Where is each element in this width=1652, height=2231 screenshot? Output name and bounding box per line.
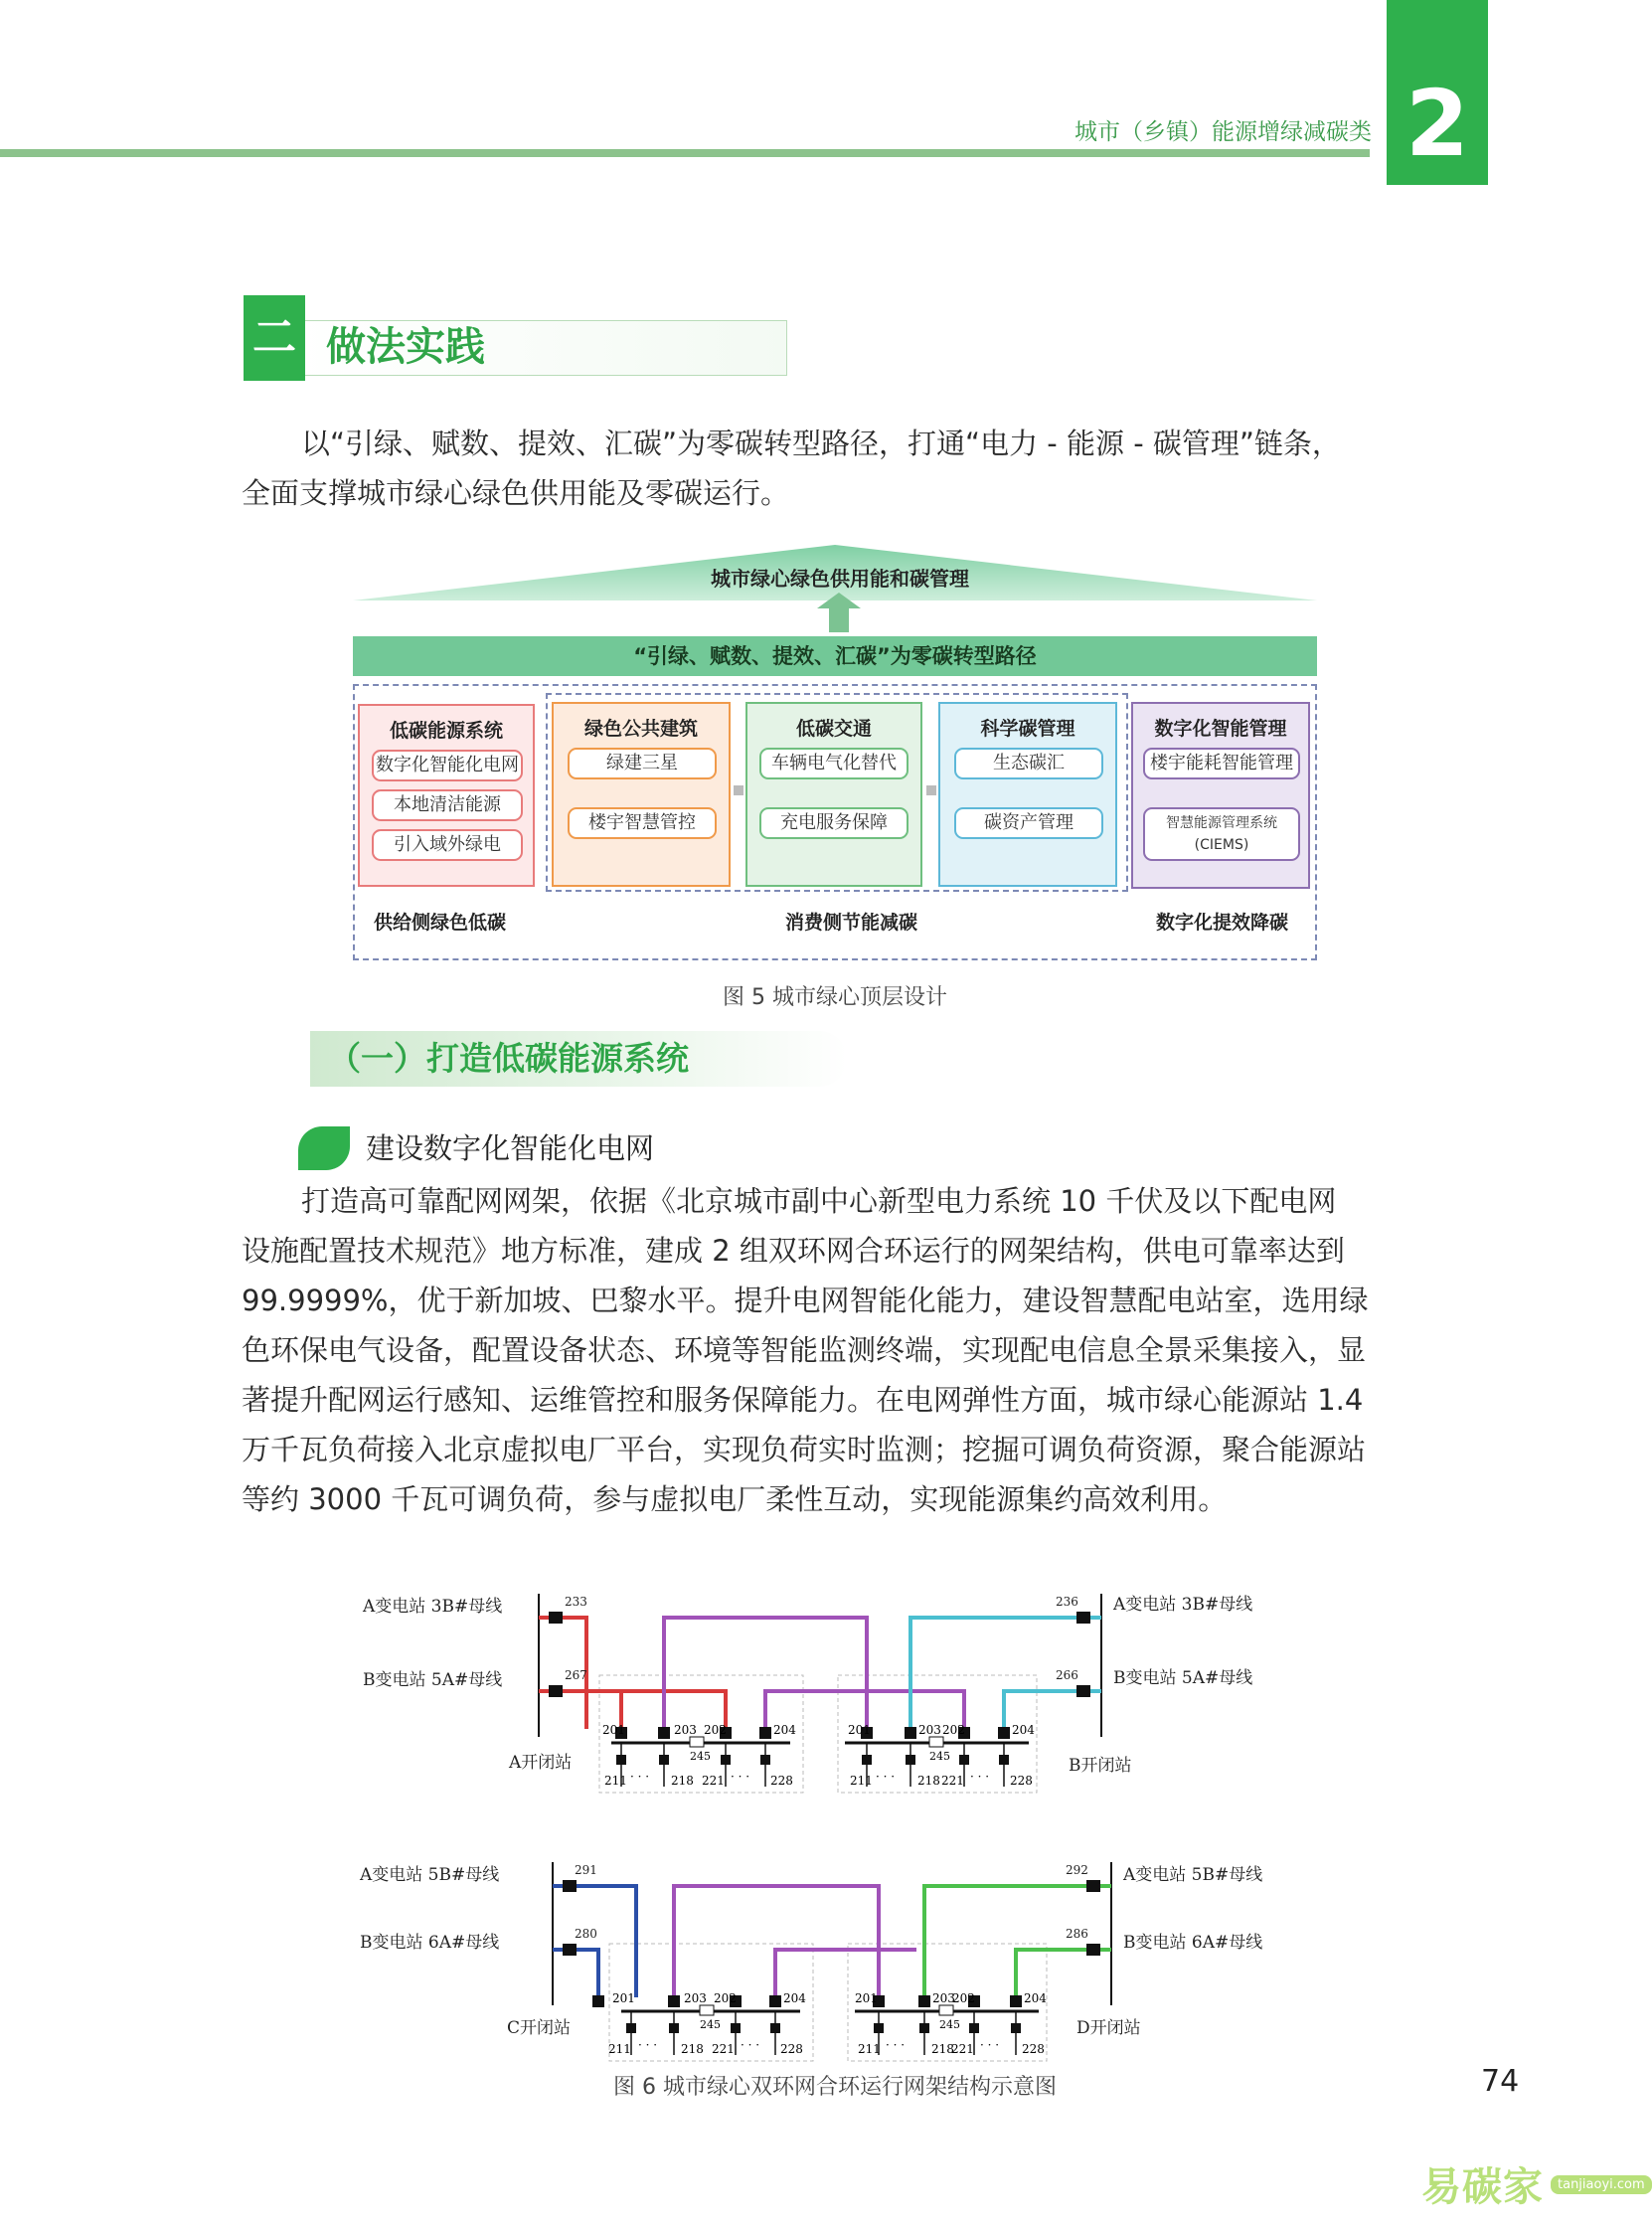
- top-left-label-2: B变电站 5A#母线: [363, 1670, 503, 1690]
- figure5-caption: 图 5 城市绿心顶层设计: [723, 985, 947, 1010]
- feeder-green-286: [1016, 1950, 1111, 1997]
- svg-text:202: 202: [704, 1723, 727, 1737]
- svg-text:292: 292: [1066, 1863, 1088, 1877]
- feeder-blue-291: [553, 1886, 636, 1997]
- column-low-carbon-transport: [745, 702, 922, 887]
- svg-text:245: 245: [939, 2018, 960, 2031]
- svg-text:203: 203: [918, 1723, 941, 1737]
- svg-text:· · ·: · · ·: [980, 2038, 1000, 2052]
- item-ecological-sink: 生态碳汇: [954, 748, 1103, 779]
- svg-text:211: 211: [604, 1774, 627, 1788]
- svg-text:201: 201: [848, 1723, 871, 1737]
- body-line: 设施配置技术规范》地方标准，建成 2 组双环网合环运行的网架结构，供电可靠率达到: [242, 1234, 1345, 1268]
- top-right-label-2: B变电站 5A#母线: [1113, 1668, 1253, 1688]
- item-digital-grid: 数字化智能化电网: [372, 750, 523, 781]
- tie-switch-b: [929, 1737, 943, 1747]
- svg-text:202: 202: [952, 1991, 975, 2005]
- column-low-carbon-energy: [358, 704, 535, 887]
- column-green-buildings: [552, 702, 731, 887]
- item-building-energy: 楼宇能耗智能管理: [1143, 748, 1300, 779]
- subsection-title: （一）打造低碳能源系统: [328, 1039, 689, 1078]
- network-top: [362, 1594, 1252, 1793]
- footer-digital: 数字化提效降碳: [1156, 912, 1289, 934]
- item-charging-service: 充电服务保障: [759, 807, 909, 839]
- svg-text:202: 202: [942, 1723, 965, 1737]
- figure6-diagram: [348, 1576, 1292, 2056]
- item-vehicle-electrification: 车辆电气化替代: [759, 748, 909, 779]
- svg-text:221: 221: [941, 1774, 964, 1788]
- watermark-site: tanjiaoyi.com: [1551, 2175, 1652, 2194]
- station-a-label: A开闭站: [509, 1753, 573, 1773]
- svg-text:203: 203: [684, 1991, 707, 2005]
- connector-dot: [926, 785, 936, 795]
- item-carbon-assets: 碳资产管理: [954, 807, 1103, 839]
- svg-text:228: 228: [1010, 1774, 1033, 1788]
- svg-text:· · ·: · · ·: [638, 2038, 658, 2052]
- svg-text:286: 286: [1066, 1927, 1088, 1941]
- body-line: 色环保电气设备，配置设备状态、环境等智能监测终端，实现配电信息全景采集接入，显: [242, 1333, 1367, 1367]
- svg-text:204: 204: [1012, 1723, 1035, 1737]
- up-arrow-icon: [817, 593, 861, 632]
- svg-text:221: 221: [951, 2042, 974, 2056]
- body-line: 著提升配网运行感知、运维管控和服务保障能力。在电网弹性方面，城市绿心能源站 1.4: [242, 1383, 1364, 1417]
- body-line: 等约 3000 千瓦可调负荷，参与虚拟电厂柔性互动，实现能源集约高效利用。: [242, 1482, 1228, 1516]
- svg-text:204: 204: [1024, 1991, 1047, 2005]
- svg-text:203: 203: [932, 1991, 955, 2005]
- switch-267: [549, 1685, 563, 1697]
- footer-supply-side: 供给侧绿色低碳: [374, 912, 507, 934]
- body-line: 99.9999%，优于新加坡、巴黎水平。提升电网智能化能力，建设智慧配电站室，选用绿: [242, 1284, 1369, 1317]
- item-external-green-power: 引入域外绿电: [372, 829, 523, 861]
- section-number: 二: [244, 295, 305, 381]
- svg-text:228: 228: [770, 1774, 793, 1788]
- tie-switch-a: [690, 1737, 704, 1747]
- svg-text:· · ·: · · ·: [876, 1770, 896, 1784]
- item-ciems-abbr: (CIEMS): [1194, 837, 1249, 853]
- svg-text:204: 204: [773, 1723, 796, 1737]
- body-line: 万千瓦负荷接入北京虚拟电厂平台，实现负荷实时监测；挖掘可调负荷资源，聚合能源站: [242, 1433, 1367, 1466]
- svg-text:· · ·: · · ·: [886, 2038, 906, 2052]
- svg-text:201: 201: [612, 1991, 635, 2005]
- svg-text:211: 211: [858, 2042, 881, 2056]
- svg-text:221: 221: [712, 2042, 735, 2056]
- svg-text:203: 203: [674, 1723, 697, 1737]
- network-bottom: [359, 1862, 1262, 2061]
- item-ciems: [1143, 807, 1300, 861]
- page-number: 74: [1481, 2064, 1520, 2099]
- svg-text:218: 218: [671, 1774, 694, 1788]
- svg-text:245: 245: [700, 2018, 721, 2031]
- svg-text:218: 218: [917, 1774, 940, 1788]
- bottom-right-label-1: A变电站 5B#母线: [1123, 1865, 1263, 1885]
- svg-text:201: 201: [602, 1723, 625, 1737]
- top-left-label-1: A变电站 3B#母线: [363, 1597, 503, 1617]
- leaf-bullet-icon: [298, 1126, 350, 1170]
- column-carbon-management: [938, 702, 1117, 887]
- column-digital-management: [1131, 702, 1310, 889]
- item-green-three-star: 绿建三星: [568, 748, 717, 779]
- svg-text:228: 228: [1022, 2042, 1045, 2056]
- section-title: 做法实践: [326, 324, 485, 370]
- svg-text:218: 218: [931, 2042, 954, 2056]
- svg-text:245: 245: [690, 1750, 711, 1763]
- station-b-label: B开闭站: [1069, 1756, 1132, 1776]
- switch-266: [1076, 1685, 1090, 1697]
- connector-dot: [734, 785, 743, 795]
- bullet-title: 建设数字化智能化电网: [366, 1131, 655, 1165]
- svg-text:· · ·: · · ·: [630, 1770, 650, 1784]
- svg-text:· · ·: · · ·: [970, 1770, 990, 1784]
- column-title: 绿色公共建筑: [583, 718, 698, 740]
- chapter-number: 2: [1387, 0, 1488, 185]
- switch-233: [549, 1612, 563, 1624]
- top-right-label-1: A变电站 3B#母线: [1113, 1595, 1253, 1615]
- feeder-purple-link: [775, 1950, 916, 1997]
- svg-text:201: 201: [855, 1991, 878, 2005]
- bottom-left-label-2: B变电站 6A#母线: [360, 1933, 500, 1953]
- feeder-num: 267: [565, 1668, 587, 1682]
- column-title: 科学碳管理: [980, 718, 1075, 740]
- figure5-top-label: 城市绿心绿色供用能和碳管理: [711, 567, 969, 591]
- svg-text:280: 280: [575, 1927, 597, 1941]
- figure6-caption: 图 6 城市绿心双环网合环运行网架结构示意图: [613, 2075, 1057, 2100]
- svg-text:· · ·: · · ·: [731, 1770, 750, 1784]
- column-title: 低碳能源系统: [389, 720, 503, 742]
- chapter-title: 城市（乡镇）能源增绿减碳类: [1074, 119, 1372, 145]
- item-ciems-name: 智慧能源管理系统: [1166, 815, 1277, 831]
- svg-text:245: 245: [929, 1750, 950, 1763]
- bottom-left-label-1: A变电站 5B#母线: [360, 1865, 500, 1885]
- svg-text:228: 228: [780, 2042, 803, 2056]
- feeder-num: 233: [565, 1595, 587, 1609]
- intro-line-2: 全面支撑城市绿心绿色供用能及零碳运行。: [242, 476, 790, 510]
- svg-text:218: 218: [681, 2042, 704, 2056]
- column-title: 数字化智能管理: [1154, 718, 1287, 740]
- svg-text:204: 204: [783, 1991, 806, 2005]
- svg-text:211: 211: [850, 1774, 873, 1788]
- item-local-clean-energy: 本地清洁能源: [372, 789, 523, 821]
- svg-text:202: 202: [714, 1991, 737, 2005]
- header-rule: [0, 149, 1370, 157]
- feeder-num: 266: [1056, 1668, 1078, 1682]
- footer-consumption-side: 消费侧节能减碳: [785, 912, 918, 934]
- svg-text:· · ·: · · ·: [741, 2038, 760, 2052]
- column-title: 低碳交通: [795, 718, 872, 740]
- item-building-control: 楼宇智慧管控: [568, 807, 717, 839]
- switch-236: [1076, 1612, 1090, 1624]
- feeder-blue-280: [553, 1950, 598, 1997]
- watermark-logo: 易碳家: [1421, 2164, 1544, 2210]
- body-line: 打造高可靠配网网架，依据《北京城市副中心新型电力系统 10 千伏及以下配电网: [301, 1184, 1337, 1218]
- station-c-label: C开闭站: [507, 2018, 572, 2038]
- figure5-path-band: “引绿、赋数、提效、汇碳”为零碳转型路径: [353, 636, 1317, 676]
- bottom-right-label-2: B变电站 6A#母线: [1123, 1933, 1263, 1953]
- svg-text:291: 291: [575, 1863, 597, 1877]
- feeder-num: 236: [1056, 1595, 1078, 1609]
- station-d-label: D开闭站: [1076, 2018, 1141, 2038]
- svg-text:211: 211: [608, 2042, 631, 2056]
- svg-text:221: 221: [702, 1774, 725, 1788]
- intro-line-1: 以“引绿、赋数、提效、汇碳”为零碳转型路径，打通“电力 - 能源 - 碳管理”链条，: [301, 427, 1341, 460]
